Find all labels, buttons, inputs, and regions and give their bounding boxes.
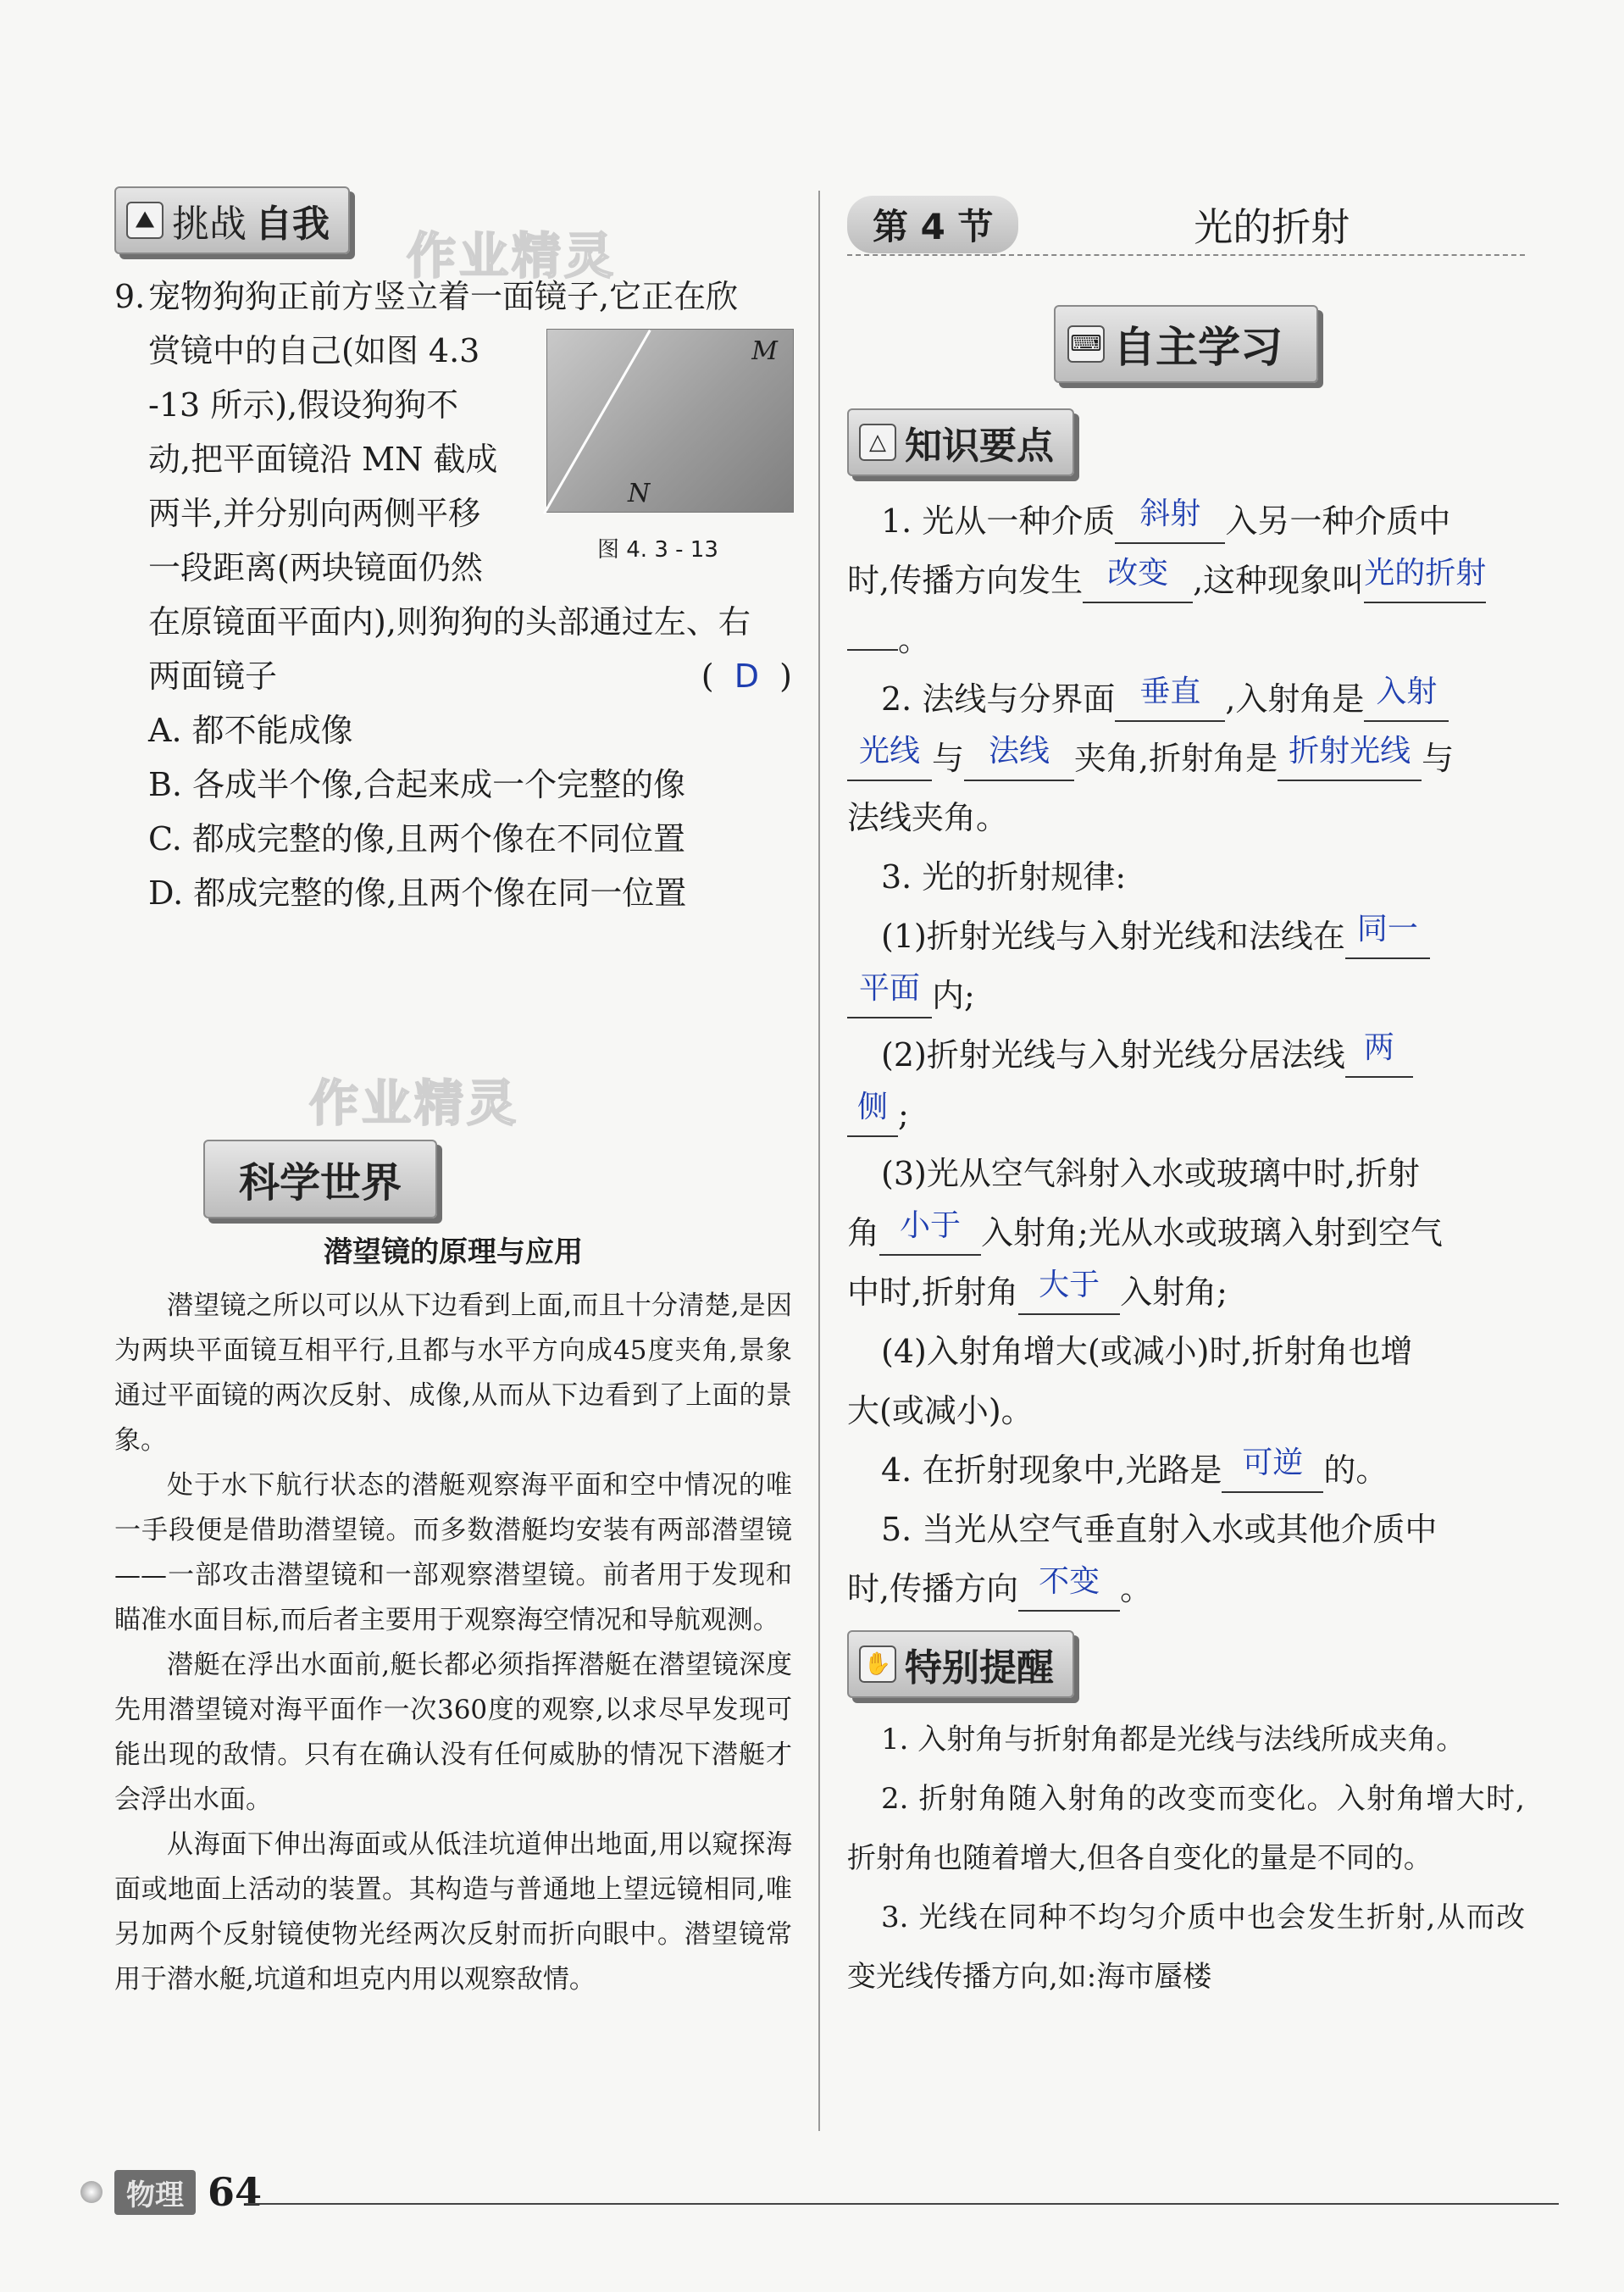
figure-caption: 图 4. 3 - 13 [597,537,718,563]
kp-text: 夹角,折射角是 [1074,740,1278,777]
answer-text: 侧 [856,1090,888,1124]
kp3-s1 [847,907,1525,966]
hand-icon: ✋ [859,1645,896,1683]
note-item: 2. 折射角随入射角的改变而变化。入射角增大时,折射角也随着增大,但各自变化的量是不同的。 [847,1782,1525,1875]
science-article-body [114,1284,792,2002]
answer-bracket [701,649,792,703]
kp1-line1 [847,491,1525,551]
science-paragraph: 潜艇在浮出水面前,艇长都必须指挥潜艇在潜望镜深度先用潜望镜对海平面作一次360度的观察,以求尽早发现可能出现的敌情。只有在确认没有任何威胁的情况下潜艇才会浮出水面。 [114,1650,792,1815]
section-rule [847,254,1525,256]
note-item: 1. 入射角与折射角都是光线与法线所成夹角。 [881,1723,1466,1756]
key-points-list [847,491,1525,1618]
kp3-s3-cont2 [847,1263,1525,1322]
answer-text: 不变 [1039,1564,1100,1599]
answer-blank [847,1090,898,1137]
question-line: 赏镜中的自己(如图 4.3 [148,332,480,369]
challenge-banner-part2: 自我 [255,203,330,246]
kp2-line1 [847,669,1525,729]
answer-text: 斜射 [1139,497,1201,531]
option-b: B. 各成半个像,合起来成一个完整的像 [148,766,686,803]
kp-text: 时,传播方向发生 [847,562,1084,599]
triangle-icon: △ [859,424,896,461]
kp-text: ,入射角是 [1225,680,1365,718]
question-number: 9. [114,278,146,315]
answer-text: 改变 [1107,556,1169,591]
key-points-text: 知识要点 [905,425,1054,468]
watermark: 作业精灵 [407,227,618,285]
kp-text: ; [898,1096,909,1133]
kp1-line2 [847,551,1525,610]
answer-text: 垂直 [1139,674,1201,709]
answer-blank [847,734,932,781]
answer-text: 平面 [858,971,920,1006]
answer-text: 折射光线 [1289,734,1411,769]
answer-text: 光的折射 [1364,556,1487,591]
kp2-line2 [847,729,1525,788]
key-points-banner [847,408,1074,476]
kp5-cont [847,1559,1525,1618]
footer-rule [246,2203,1559,2205]
section-tag: 第 4 节 [847,196,1018,253]
right-column [847,195,1525,2006]
kp-text: 时,传播方向 [847,1570,1019,1607]
kp1-line3 [847,610,1525,669]
option-d: D. 都成完整的像,且两个像在同一位置 [148,874,687,912]
answer-blank [1018,1564,1120,1612]
question-line [148,649,792,703]
kp2-line3: 法线夹角。 [847,799,1009,836]
answer-text: 光线 [858,734,920,769]
kp-text: 2. 法线与分界面 [881,680,1116,718]
kp3-s3: (3)光从空气斜射入水或玻璃中时,折射 [881,1155,1420,1192]
question-line: 在原镜面平面内),则狗狗的头部通过左、右 [148,603,751,641]
kp-text: 入另一种介质中 [1225,502,1451,540]
kp-text: (1)折射光线与入射光线和法线在 [881,918,1345,955]
kp-text: 与 [932,740,965,777]
answer-open: ( [701,658,714,695]
science-article-title: 潜望镜的原理与应用 [324,1235,583,1269]
answer-blank [1222,1446,1323,1493]
page-footer [80,2169,262,2215]
kp3-s1-cont [847,966,1525,1025]
kp-text: 。 [1120,1570,1153,1607]
section-title: 光的折射 [1194,204,1350,250]
answer-close: ) [779,658,792,695]
kp-text: ,这种现象叫 [1193,562,1365,599]
question-line: 一段距离(两块镜面仍然 [148,549,483,586]
question-9 [114,269,792,920]
note-item: 3. 光线在同种不均匀介质中也会发生折射,从而改变光线传播方向,如:海市蜃楼 [847,1901,1525,1994]
kp3-s4: (4)入射角增大(或减小)时,折射角也增 [881,1333,1413,1370]
answer-blank [1364,674,1449,722]
answer-blank [1018,1268,1120,1315]
figure-label-m: M [751,336,778,366]
challenge-banner-part1: 挑战 [172,203,247,246]
dog-mirror-figure [546,329,794,513]
answer-text: 可逆 [1242,1446,1304,1480]
watermark: 作业精灵 [309,1074,520,1132]
science-paragraph: 处于水下航行状态的潜艇观察海平面和空中情况的唯一手段便是借助潜望镜。而多数潜艇均安装有两部潜望镜——一部攻击潜望镜和一部观察潜望镜。前者用于发现和瞄准水面目标,而后者主要用于观察海空情况和导航观测。 [114,1470,792,1635]
option-a: A. 都不能成像 [148,712,353,749]
kp3-s3-cont [847,1203,1525,1263]
science-paragraph: 潜望镜之所以可以从下边看到上面,而且十分清楚,是因为两块平面镜互相平行,且都与水平方向成45度夹角,景象通过平面镜的两次反射、成像,从而从下边看到了上面的景象。 [114,1290,792,1456]
kp-text: 与 [1422,740,1455,777]
answer-blank [1345,912,1430,959]
science-banner-text: 科学世界 [239,1159,402,1207]
left-column [114,186,792,920]
answer-blank [1115,497,1225,544]
kp-text: 的。 [1323,1451,1388,1489]
answer-blank [1345,1030,1413,1078]
section-header [847,195,1525,254]
answer-blank [1083,556,1193,603]
kp-text: 中时,折射角 [847,1274,1019,1311]
kp-text: 内; [932,977,975,1014]
column-divider [818,191,820,2131]
answer-text: 法线 [989,734,1050,769]
kp3-s4-cont: 大(或减小)。 [847,1392,1034,1429]
special-reminder-banner [847,1630,1074,1698]
kp5: 5. 当光从空气垂直射入水或其他介质中 [881,1511,1438,1548]
self-study-banner [1054,305,1318,383]
answer-blank [1278,734,1422,781]
question-line-text: 两面镜子 [148,658,278,695]
answer-blank [879,1208,981,1256]
kp-text: 4. 在折射现象中,光路是 [881,1451,1222,1489]
answer-text: 同一 [1356,912,1418,946]
answer-blank [964,734,1074,781]
kp-text: 。 [898,621,931,658]
option-c: C. 都成完整的像,且两个像在不同位置 [148,820,685,857]
answer-text: 大于 [1039,1268,1100,1302]
answer-blank [847,971,932,1018]
keyboard-icon: ⌨ [1067,325,1105,363]
question-line: 两半,并分别向两侧平移 [148,495,481,532]
subject-label: 物理 [114,2170,196,2215]
science-world-banner [203,1140,437,1218]
kp3-s2-cont [847,1085,1525,1144]
figure-label-n: N [628,479,651,508]
reminder-notes [847,1710,1525,2006]
kp3-title: 3. 光的折射规律: [881,858,1127,896]
science-paragraph: 从海面下伸出海面或从低洼坑道伸出地面,用以窥探海面或地面上活动的装置。其构造与普通地上望远镜相同,唯另加两个反射镜使物光经两次反射而折向眼中。潜望镜常用于潜水艇,坑道和坦克内用以观察敌情。 [114,1829,792,1995]
answer-blank [1115,674,1225,722]
special-reminder-text: 特别提醒 [905,1646,1054,1690]
answer-text: 小于 [900,1208,962,1243]
kp4 [847,1440,1525,1500]
answer-text: 入射 [1376,674,1438,709]
answer-blank-end [847,649,898,651]
kp-text: 1. 光从一种介质 [881,502,1116,540]
kp-text: 入射角;光从水或玻璃入射到空气 [981,1214,1443,1251]
answer-value: D [734,658,759,695]
answer-text: 两 [1363,1030,1394,1065]
question-first-line: 宠物狗狗正前方竖立着一面镜子,它正在欣 [148,278,739,315]
self-study-text: 自主学习 [1113,323,1283,372]
kp-text: (2)折射光线与入射光线分居法线 [881,1036,1345,1074]
question-line: 动,把平面镜沿 MN 截成 [148,441,498,478]
page-number: 64 [208,2169,263,2215]
question-line: -13 所示),假设狗狗不 [148,386,459,424]
kp-text: 角 [847,1214,880,1251]
bullet-icon [80,2181,103,2203]
mountain-icon: ⛰ [126,202,164,239]
challenge-banner [114,186,350,254]
answer-blank [1364,556,1487,603]
kp3-s2 [847,1025,1525,1085]
kp-text: 入射角; [1120,1274,1228,1311]
